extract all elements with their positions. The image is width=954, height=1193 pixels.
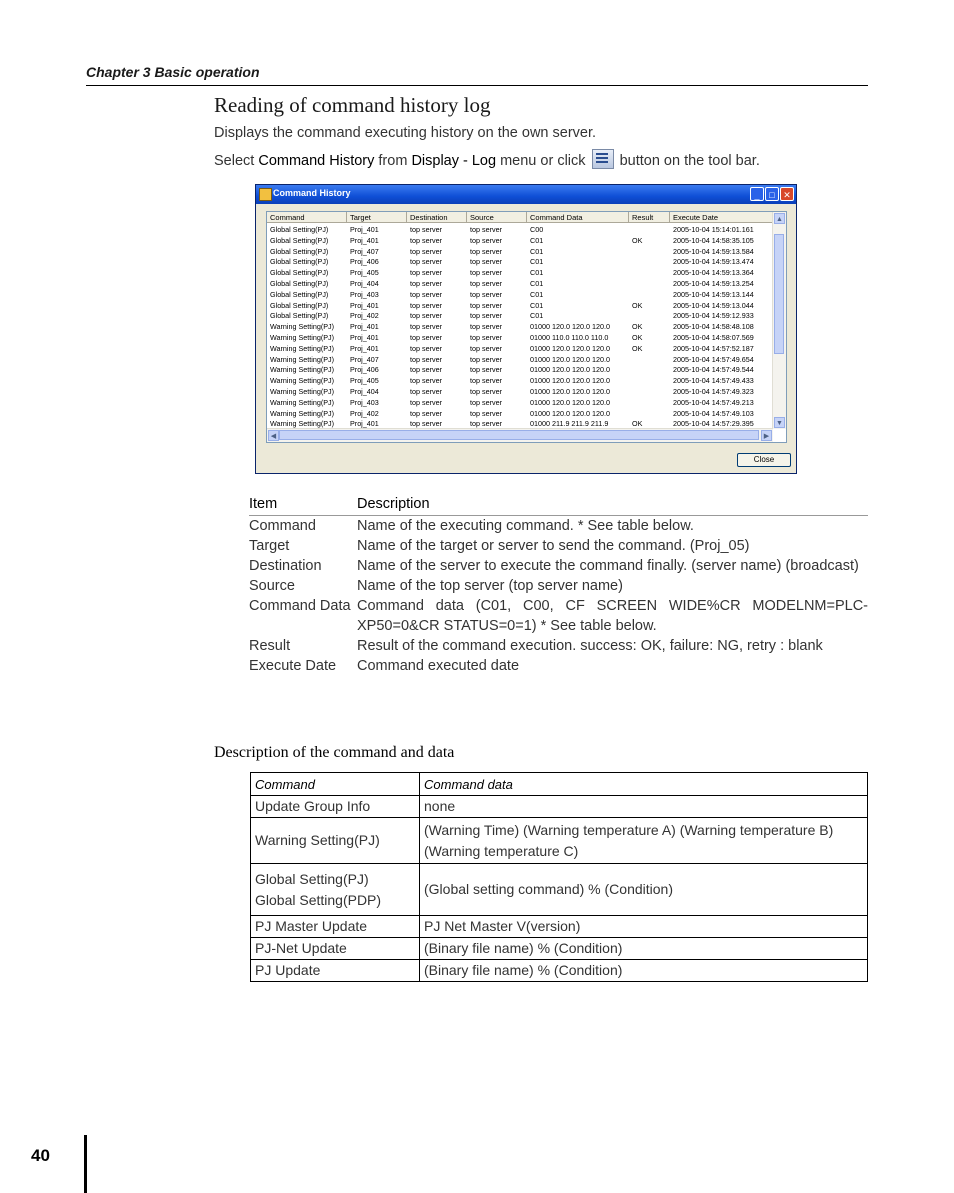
table-cell: Global Setting(PJ)	[270, 289, 329, 299]
table-cell: 01000 120.0 120.0 120.0	[530, 343, 610, 353]
table-row[interactable]	[267, 387, 773, 398]
table-cell: C01	[530, 278, 544, 288]
command-data-table	[250, 772, 868, 982]
command-data: (Global setting command) % (Condition)	[424, 881, 673, 897]
page-number: 40	[31, 1146, 50, 1165]
intro-display-log: Display - Log	[411, 153, 497, 169]
table-cell: C01	[530, 235, 544, 245]
table-cell: Warning Setting(PJ)	[270, 332, 335, 342]
command-row	[251, 818, 868, 864]
table-cell: top server	[470, 354, 502, 364]
item-name: Destination	[249, 558, 322, 574]
column-header[interactable]: Execute Date	[670, 212, 773, 223]
intro-end: button on the tool bar.	[619, 153, 760, 169]
command-name: Update Group Info	[255, 798, 371, 814]
history-list	[266, 211, 787, 443]
table-row[interactable]	[267, 322, 773, 333]
table-cell: 2005-10-04 14:57:49.323	[673, 386, 754, 396]
table-cell: Proj_405	[350, 268, 379, 278]
table-cell: Proj_406	[350, 365, 379, 375]
vertical-scrollbar[interactable]	[772, 212, 786, 429]
table-row[interactable]	[267, 279, 773, 290]
table-cell: top server	[470, 386, 502, 396]
table-cell: Proj_407	[350, 354, 379, 364]
table-cell: top server	[470, 225, 502, 234]
command-name-cell	[251, 818, 420, 864]
table-cell: top server	[470, 376, 502, 386]
table-cell: 01000 120.0 120.0 120.0	[530, 408, 610, 418]
table-cell: 01000 120.0 120.0 120.0	[530, 376, 610, 386]
column-header[interactable]: Destination	[407, 212, 467, 223]
table-cell: 2005-10-04 14:57:49.654	[673, 354, 754, 364]
item-table-header	[249, 494, 868, 516]
item-description: Name of the top server (top server name)	[357, 578, 623, 594]
command-name: Global Setting(PDP)	[255, 891, 382, 908]
table-cell: OK	[632, 343, 643, 353]
window-titlebar	[256, 185, 796, 204]
table-cell: 01000 120.0 120.0 120.0	[530, 386, 610, 396]
table-row[interactable]	[267, 268, 773, 279]
table-cell: C00	[530, 225, 544, 234]
command-header: Command	[251, 773, 420, 796]
table-row[interactable]	[267, 355, 773, 366]
table-row[interactable]	[267, 344, 773, 355]
table-cell: OK	[632, 332, 643, 342]
item-row	[249, 556, 868, 576]
table-cell: top server	[470, 397, 502, 407]
command-data: (Binary file name) % (Condition)	[424, 940, 623, 956]
table-cell: top server	[410, 225, 442, 234]
intro-select: Select	[214, 153, 255, 169]
command-history-toolbar-icon	[592, 149, 614, 169]
command-data: PJ Net Master V(version)	[424, 918, 581, 934]
table-cell: Proj_401	[350, 235, 379, 245]
item-name: Execute Date	[249, 658, 337, 674]
table-row[interactable]	[267, 225, 773, 236]
table-cell: top server	[410, 376, 442, 386]
table-cell: top server	[470, 343, 502, 353]
table-cell: top server	[470, 419, 502, 429]
table-cell: C01	[530, 257, 544, 267]
page-edge-bar	[84, 1135, 87, 1193]
table-cell: Warning Setting(PJ)	[270, 419, 335, 429]
command-data-cell	[420, 818, 868, 864]
command-table-body	[251, 796, 868, 982]
table-cell: top server	[410, 343, 442, 353]
item-row	[249, 576, 868, 596]
command-table-title: Description of the command and data	[214, 744, 455, 761]
table-cell: top server	[470, 408, 502, 418]
table-cell: top server	[470, 268, 502, 278]
table-cell: 2005-10-04 14:59:13.144	[673, 289, 754, 299]
table-cell: top server	[410, 246, 442, 256]
table-cell: 2005-10-04 14:59:13.254	[673, 278, 754, 288]
command-data-cell	[420, 960, 868, 982]
table-cell: 2005-10-04 15:14:01.161	[673, 225, 754, 234]
command-row	[251, 916, 868, 938]
item-description: Name of the target or server to send the command. (Proj_05)	[357, 538, 750, 554]
table-row[interactable]	[267, 290, 773, 301]
table-cell: top server	[470, 246, 502, 256]
table-row[interactable]	[267, 247, 773, 258]
intro-instruction	[214, 149, 760, 169]
header-rule	[86, 85, 868, 86]
item-rows	[249, 516, 868, 676]
command-data-cell	[420, 864, 868, 916]
table-cell: Global Setting(PJ)	[270, 257, 329, 267]
item-row	[249, 656, 868, 676]
intro-from: from	[378, 153, 408, 169]
item-description: Name of the executing command. * See table below.	[357, 518, 694, 534]
table-cell: Proj_407	[350, 246, 379, 256]
item-name: Result	[249, 638, 291, 654]
table-cell: 2005-10-04 14:57:49.433	[673, 376, 754, 386]
item-description-table	[249, 494, 868, 676]
column-header[interactable]: Result	[629, 212, 670, 223]
table-row[interactable]	[267, 301, 773, 312]
table-cell: top server	[470, 332, 502, 342]
table-cell: top server	[410, 322, 442, 332]
table-cell: Global Setting(PJ)	[270, 235, 329, 245]
table-cell: 2005-10-04 14:59:13.474	[673, 257, 754, 267]
table-cell: top server	[410, 386, 442, 396]
table-cell: top server	[410, 419, 442, 429]
table-cell: 01000 120.0 120.0 120.0	[530, 397, 610, 407]
table-cell: top server	[410, 332, 442, 342]
table-cell: top server	[410, 354, 442, 364]
table-cell: Proj_403	[350, 289, 379, 299]
table-cell: Warning Setting(PJ)	[270, 354, 335, 364]
table-cell: Proj_402	[350, 311, 379, 321]
command-data: none	[424, 798, 456, 814]
table-row[interactable]	[267, 257, 773, 268]
maximize-button[interactable]: □	[765, 187, 779, 201]
table-cell: top server	[470, 278, 502, 288]
intro-command-history: Command History	[258, 153, 375, 169]
scroll-down-icon[interactable]: ▼	[774, 417, 785, 428]
minimize-button[interactable]: _	[750, 187, 764, 201]
table-cell: Proj_402	[350, 408, 379, 418]
table-cell: 2005-10-04 14:57:52.187	[673, 343, 754, 353]
table-row[interactable]	[267, 236, 773, 247]
command-data-cell	[420, 938, 868, 960]
command-row	[251, 796, 868, 818]
table-cell: top server	[410, 311, 442, 321]
scroll-right-icon[interactable]: ▶	[761, 430, 772, 441]
table-cell: 2005-10-04 14:57:49.103	[673, 408, 754, 418]
close-button[interactable]: Close	[737, 453, 791, 467]
table-cell: Global Setting(PJ)	[270, 300, 329, 310]
table-cell: Proj_401	[350, 332, 379, 342]
command-table-header	[251, 773, 868, 796]
table-cell: Global Setting(PJ)	[270, 268, 329, 278]
column-header[interactable]: Target	[347, 212, 407, 223]
item-row	[249, 536, 868, 556]
table-cell: Proj_403	[350, 397, 379, 407]
table-cell: top server	[470, 300, 502, 310]
table-cell: OK	[632, 322, 643, 332]
table-cell: top server	[410, 365, 442, 375]
window-app-icon	[259, 188, 272, 201]
item-description: Command executed date	[357, 658, 520, 674]
window-title: Command History	[273, 188, 351, 198]
table-cell: top server	[470, 322, 502, 332]
command-name-cell	[251, 960, 420, 982]
table-cell: 01000 211.9 211.9 211.9	[530, 419, 609, 429]
command-name-cell	[251, 938, 420, 960]
command-data: (Warning Time) (Warning temperature A) (Warning temperature B)	[424, 821, 834, 838]
item-header: Item	[249, 496, 278, 512]
item-row	[249, 516, 868, 536]
table-cell: 2005-10-04 14:59:13.584	[673, 246, 754, 256]
description-header: Description	[357, 496, 430, 512]
table-cell: C01	[530, 300, 544, 310]
item-description: Result of the command execution. success: OK, failure: NG, retry : blank	[357, 638, 823, 654]
command-name: Warning Setting(PJ)	[255, 832, 380, 848]
command-name: PJ Update	[255, 962, 321, 978]
table-cell: Proj_406	[350, 257, 379, 267]
item-name: Source	[249, 578, 295, 594]
table-row[interactable]	[267, 398, 773, 409]
window-close-button[interactable]: ✕	[780, 187, 794, 201]
table-cell: Warning Setting(PJ)	[270, 408, 335, 418]
table-cell: 2005-10-04 14:57:49.544	[673, 365, 754, 375]
table-cell: Proj_401	[350, 343, 379, 353]
command-name: PJ-Net Update	[255, 940, 347, 956]
command-name: PJ Master Update	[255, 918, 368, 934]
command-name-cell	[251, 916, 420, 938]
command-name-cell	[251, 796, 420, 818]
horizontal-scrollbar[interactable]	[267, 428, 773, 442]
table-cell: top server	[470, 311, 502, 321]
intro-text: Displays the command executing history on the own server.	[214, 125, 597, 141]
command-history-window	[255, 184, 797, 474]
table-cell: 01000 110.0 110.0 110.0	[530, 332, 609, 342]
chapter-header: Chapter 3 Basic operation	[86, 64, 260, 80]
table-cell: top server	[410, 300, 442, 310]
table-cell: 2005-10-04 14:58:48.108	[673, 322, 754, 332]
table-cell: Proj_404	[350, 278, 379, 288]
column-header[interactable]: Command Data	[527, 212, 629, 223]
table-cell: Global Setting(PJ)	[270, 278, 329, 288]
command-data: (Binary file name) % (Condition)	[424, 962, 623, 978]
table-cell: Proj_401	[350, 419, 379, 429]
table-cell: top server	[410, 408, 442, 418]
vertical-scroll-thumb[interactable]	[774, 234, 784, 354]
table-cell: Global Setting(PJ)	[270, 246, 329, 256]
scroll-left-icon[interactable]: ◀	[268, 430, 279, 441]
table-cell: Proj_405	[350, 376, 379, 386]
table-cell: Proj_401	[350, 322, 379, 332]
table-cell: C01	[530, 246, 544, 256]
table-cell: 2005-10-04 14:57:29.395	[673, 419, 754, 429]
command-name: Global Setting(PJ)	[255, 870, 369, 887]
table-cell: top server	[410, 278, 442, 288]
table-cell: Global Setting(PJ)	[270, 311, 329, 321]
table-cell: top server	[470, 257, 502, 267]
item-name: Command	[249, 518, 316, 534]
table-row[interactable]	[267, 333, 773, 344]
column-header[interactable]: Command	[267, 212, 347, 223]
section-title: Reading of command history log	[214, 93, 491, 117]
item-description: Command data (C01, C00, CF SCREEN WIDE%CR MODELNM=PLC-XP50=0&CR STATUS=0=1) * See table below.	[357, 598, 868, 634]
table-cell: C01	[530, 311, 544, 321]
table-cell: 01000 120.0 120.0 120.0	[530, 365, 610, 375]
table-cell: OK	[632, 419, 643, 429]
table-row[interactable]	[267, 376, 773, 387]
table-cell: top server	[410, 289, 442, 299]
horizontal-scroll-thumb[interactable]	[279, 430, 759, 440]
table-row[interactable]	[267, 409, 773, 420]
item-row	[249, 636, 868, 656]
command-data-header: Command data	[420, 773, 868, 796]
table-cell: 2005-10-04 14:58:07.569	[673, 332, 754, 342]
table-cell: C01	[530, 268, 544, 278]
table-cell: OK	[632, 300, 643, 310]
table-cell: Proj_401	[350, 300, 379, 310]
command-data-cell	[420, 916, 868, 938]
table-cell: Warning Setting(PJ)	[270, 343, 335, 353]
table-cell: top server	[470, 289, 502, 299]
command-row	[251, 960, 868, 982]
table-cell: top server	[470, 365, 502, 375]
list-header	[267, 212, 773, 223]
table-cell: C01	[530, 289, 544, 299]
table-row[interactable]	[267, 311, 773, 322]
table-cell: Warning Setting(PJ)	[270, 376, 335, 386]
command-name-cell	[251, 864, 420, 916]
table-cell: 2005-10-04 14:59:13.044	[673, 300, 754, 310]
table-cell: 2005-10-04 14:59:13.364	[673, 268, 754, 278]
table-cell: Proj_404	[350, 386, 379, 396]
table-cell: 01000 120.0 120.0 120.0	[530, 354, 610, 364]
list-rows	[267, 225, 773, 430]
table-cell: Warning Setting(PJ)	[270, 322, 335, 332]
command-row	[251, 864, 868, 916]
table-cell: 2005-10-04 14:58:35.105	[673, 235, 754, 245]
table-cell: top server	[410, 397, 442, 407]
table-cell: top server	[470, 235, 502, 245]
table-cell: OK	[632, 235, 643, 245]
table-row[interactable]	[267, 365, 773, 376]
item-row	[249, 596, 868, 636]
table-cell: 2005-10-04 14:59:12.933	[673, 311, 754, 321]
column-header[interactable]: Source	[467, 212, 527, 223]
intro-menu-suffix: menu or click	[500, 153, 586, 169]
command-row	[251, 938, 868, 960]
table-cell: Global Setting(PJ)	[270, 225, 329, 234]
table-cell: top server	[410, 268, 442, 278]
table-cell: Proj_401	[350, 225, 379, 234]
table-cell: 01000 120.0 120.0 120.0	[530, 322, 610, 332]
scroll-up-icon[interactable]: ▲	[774, 213, 785, 224]
command-data: (Warning temperature C)	[424, 842, 579, 859]
table-cell: top server	[410, 257, 442, 267]
table-cell: top server	[410, 235, 442, 245]
item-name: Target	[249, 538, 290, 554]
command-data-cell	[420, 796, 868, 818]
table-cell: Warning Setting(PJ)	[270, 397, 335, 407]
item-description: Name of the server to execute the command finally. (server name) (broadcast)	[357, 558, 859, 574]
table-cell: Warning Setting(PJ)	[270, 365, 335, 375]
item-name: Command Data	[249, 598, 351, 614]
table-cell: Warning Setting(PJ)	[270, 386, 335, 396]
table-cell: 2005-10-04 14:57:49.213	[673, 397, 754, 407]
